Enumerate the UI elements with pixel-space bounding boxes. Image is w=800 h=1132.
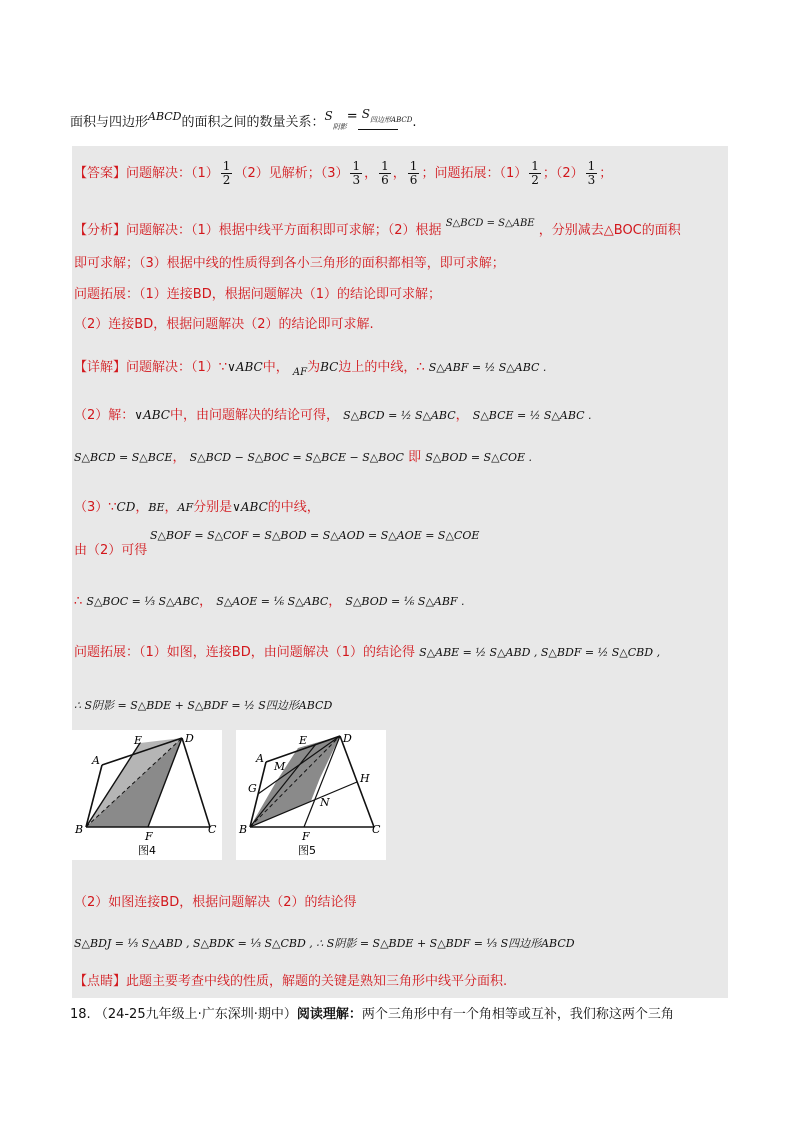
fig5-label-m: M (274, 760, 286, 773)
detail-l2a: （2）解： (74, 408, 135, 423)
detail-line-6: ∴ S△BOC = ⅓ S△ABC， S△AOE = ⅙ S△ABC， S△BOD = ⅙ S△ABF . (74, 594, 465, 609)
detail-l3-formula-2: S△BCD − S△BOC = S△BCE − S△BOC (189, 451, 404, 464)
detail-l6-formula-1: S△BOC = ⅓ S△ABC (86, 595, 200, 608)
fig5-label-a: A (256, 752, 264, 765)
question-number: 18. (70, 1007, 91, 1022)
detail-line-7 (74, 643, 660, 663)
detail-l2-formula-2: S△BCE = ½ S△ABC . (472, 409, 592, 422)
detail-l2-formula-1: S△BCD = ½ S△ABC (343, 409, 456, 422)
detail-label: 【详解】 (74, 360, 127, 375)
detail-l1a: 问题解决：（1）∵ (126, 360, 228, 375)
detail-line-1 (74, 357, 546, 383)
figure-5-svg (236, 730, 386, 860)
answer-text3: ；问题拓展：（1） (421, 166, 528, 181)
detail-l6-formula-2: S△AOE = ⅙ S△ABC (216, 595, 329, 608)
question-bold-label: 阅读理解： (296, 1007, 362, 1022)
answer-text1: 问题解决：（1） (126, 166, 219, 181)
intro-s-shadow-sub: 阴影 (332, 123, 347, 131)
detail-line-8 (74, 696, 332, 716)
point-text: 此题主要考查中线的性质，解题的关键是熟知三角形中线平分面积. (126, 974, 508, 989)
analysis-line-4: （2）连接BD，根据问题解决（2）的结论即可求解. (74, 317, 374, 332)
detail-l7-text: 问题拓展：（1）如图，连接BD，由问题解决（1）的结论得 (74, 645, 415, 660)
intro-s-quad: S (361, 107, 371, 121)
fig5-label-d: D (343, 732, 352, 745)
intro-s-quad-sub: 四边形ABCD (370, 116, 413, 124)
detail-l4a: （3）∵ (74, 500, 117, 515)
intro-eq: = (346, 109, 358, 124)
fig4-label-c: C (208, 823, 217, 836)
detail-line-9: （2）如图连接BD，根据问题解决（2）的结论得 (74, 895, 357, 910)
detail-l1-formula: S△ABF = ½ S△ABC . (428, 361, 547, 374)
answer-end: ； (599, 166, 613, 181)
detail-l10-formula: S△BDJ = ⅓ S△ABD , S△BDK = ⅓ S△CBD , ∴ S阴影 = S△BDE + S△BDF = ⅓ S四边形ABCD (74, 937, 575, 950)
detail-l2b: 中，由问题解决的结论可得， (169, 408, 339, 423)
detail-line-2: （2）解：∨ABC中，由问题解决的结论可得， S△BCD = ½ S△ABC， S△BCE = ½ S△ABC . (74, 408, 592, 423)
fig4-label-b: B (75, 823, 84, 836)
detail-line-5-text: 由（2）可得 (74, 543, 148, 558)
figure-4-svg (72, 730, 222, 860)
detail-l7-formula: S△ABE = ½ S△ABD , S△BDF = ½ S△CBD , (419, 646, 661, 659)
detail-l5-formula: S△BOF = S△COF = S△BOD = S△AOD = S△AOE = S△COE (150, 529, 480, 542)
intro-s-shadow: S (324, 109, 333, 123)
answer-frac-3: $\frac{1}{6}$ (381, 159, 389, 187)
fig4-caption: 图4 (138, 844, 156, 857)
detail-line-10 (74, 934, 575, 954)
figure-5 (236, 730, 386, 860)
point-label: 【点睛】 (74, 974, 127, 989)
fig4-label-e: E (134, 734, 143, 747)
analysis-formula: S△BCD = S△ABE (445, 218, 535, 229)
detail-l8-formula: ∴ S阴影 = S△BDE + S△BDF = ½ S四边形ABCD (74, 699, 333, 712)
detail-line-5-formula (150, 526, 479, 546)
detail-line-4: （3）∵CD，BE，AF分别是∨ABC的中线， (74, 500, 320, 515)
analysis-line1a: 问题解决：（1）根据中线平方面积即可求解；（2）根据 (126, 223, 442, 238)
detail-l4-be: BE (148, 501, 165, 514)
detail-l4-tri: ∨ABC (232, 500, 268, 514)
detail-l1c: 为 (307, 360, 321, 375)
answer-label: 【答案】 (74, 166, 127, 181)
fig5-label-n: N (320, 796, 330, 809)
detail-l1b: 中， (262, 360, 289, 375)
fig5-label-b: B (239, 823, 248, 836)
answer-text4: ；（2） (542, 166, 584, 181)
analysis-line-2: 即可求解；（3）根据中线的性质得到各小三角形的面积都相等，即可求解； (74, 256, 505, 271)
question-source: （24-25九年级上·广东深圳·期中） (94, 1007, 297, 1022)
detail-l3-formula-1: S△BCD = S△BCE (74, 451, 173, 464)
intro-abcd: ABCD (148, 110, 182, 123)
detail-l1-bc: BC (320, 360, 339, 374)
answer-frac-2: $\frac{1}{3}$ (352, 159, 361, 187)
detail-l4c: 的中线， (267, 500, 320, 515)
answer-frac-5: $\frac{1}{2}$ (531, 159, 539, 187)
detail-l3-formula-3: S△BOD = S△COE . (425, 451, 533, 464)
intro-line (70, 104, 416, 137)
answer-text2: （2）见解析；（3） (234, 166, 349, 181)
fig5-label-f: F (302, 830, 310, 843)
intro-period: . (412, 115, 417, 130)
fig5-label-e: E (299, 734, 308, 747)
fig5-caption: 图5 (298, 844, 316, 857)
detail-l3c: 即 (408, 450, 422, 465)
intro-text-b: 的面积之间的数量关系： (181, 115, 325, 130)
detail-l2-tri: ∨ABC (134, 408, 170, 422)
fig5-label-c: C (372, 823, 381, 836)
detail-l1d: 边上的中线，∴ (338, 360, 425, 375)
detail-l4-cd: CD (116, 500, 136, 514)
fig4-label-f: F (145, 830, 153, 843)
detail-l4b: 分别是 (193, 500, 233, 515)
figure-4 (72, 730, 222, 860)
analysis-line1b: ，分别减去△BOC的面积 (538, 223, 681, 238)
detail-l1-tri: ∨ABC (227, 360, 263, 374)
detail-l4-af: AF (177, 501, 194, 514)
intro-text-a: 面积与四边形 (70, 115, 149, 130)
detail-l1-af: AF (292, 367, 308, 378)
fig4-label-a: A (92, 754, 100, 767)
answer-frac-1: $\frac{1}{2}$ (222, 159, 231, 187)
analysis-line-3: 问题拓展：（1）连接BD，根据问题解决（1）的结论即可求解； (74, 287, 441, 302)
analysis-line-1 (74, 214, 681, 241)
detail-line-3: S△BCD = S△BCE， S△BCD − S△BOC = S△BCE − S△BOC 即 S△BOD = S△COE . (74, 450, 533, 465)
answer-frac-4: $\frac{1}{6}$ (409, 159, 418, 187)
question-text: 两个三角形中有一个角相等或互补，我们称这两个三角 (361, 1007, 674, 1022)
fig4-label-d: D (185, 732, 194, 745)
fig5-label-g: G (248, 782, 257, 795)
fig5-label-h: H (360, 772, 370, 785)
answer-frac-6: $\frac{1}{3}$ (587, 159, 596, 187)
analysis-label: 【分析】 (74, 223, 127, 238)
answer-line: 【答案】问题解决：（1） $\frac{1}{2}$ （2）见解析；（3） $\frac{1}{3}$ ， $\frac{1}{6}$ ， $\frac{1}{6}$ ；问题拓展：（1） $\frac{1}{2}$ ；（2） $\frac{1}{3}$ ； (74, 159, 613, 187)
question-18-line (70, 1003, 674, 1022)
detail-l6-formula-3: S△BOD = ⅙ S△ABF . (345, 595, 465, 608)
point-line (74, 972, 507, 992)
